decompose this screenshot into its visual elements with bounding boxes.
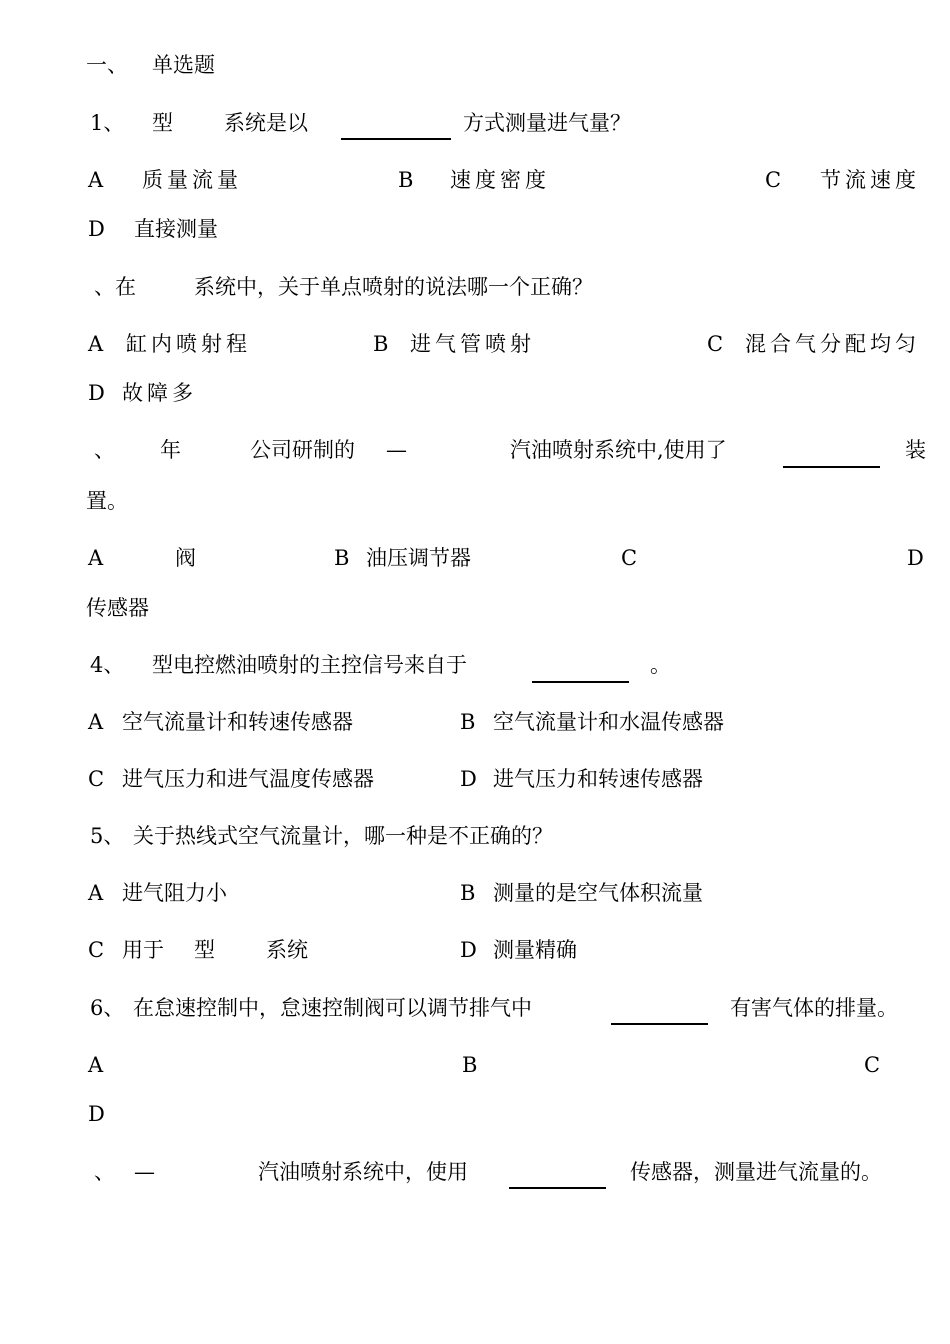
q4-option-a-text: 空气流量计和转速传感器 [122, 710, 353, 734]
q2-option-c-text: 混合气分配均匀 [745, 332, 920, 356]
question-6-answer-blank [611, 1023, 708, 1025]
q5-option-b-text: 测量的是空气体积流量 [493, 881, 703, 905]
q4-option-d-text: 进气压力和转速传感器 [493, 767, 703, 791]
q1-option-d-text: 直接测量 [134, 217, 218, 241]
q4-option-c-letter: C [88, 767, 105, 791]
question-1-text-c: 方式测量进气量？ [463, 111, 631, 135]
q1-option-a-text: 质量流量 [142, 168, 242, 192]
q6-option-d-letter: D [88, 1102, 105, 1126]
q4-option-b-text: 空气流量计和水温传感器 [493, 710, 724, 734]
q3-option-d-text: 传感器 [86, 596, 149, 620]
q5-option-c-text-2: 型 [194, 938, 215, 962]
q5-option-d-text: 测量精确 [493, 938, 577, 962]
question-3-text-e: 汽油喷射系统中,使用了 [510, 438, 727, 462]
q5-option-b-letter: B [460, 881, 476, 905]
q4-option-a-letter: A [88, 710, 104, 734]
question-4-text-b: 。 [650, 653, 671, 677]
q1-option-a-letter: A [88, 168, 104, 192]
q3-option-d-letter: D [907, 546, 924, 570]
q3-option-c-letter: C [621, 546, 638, 570]
q4-option-b-letter: B [460, 710, 476, 734]
section-number: 一、 [86, 53, 128, 77]
q5-option-c-text-3: 系统 [266, 938, 308, 962]
q6-option-b-letter: B [462, 1053, 478, 1077]
question-5-text: 关于热线式空气流量计，哪一种是不正确的？ [133, 824, 553, 848]
question-4-answer-blank [532, 681, 629, 683]
q1-option-d-letter: D [88, 217, 105, 241]
q1-option-b-letter: B [398, 168, 414, 192]
q1-option-b-text: 速度密度 [450, 168, 550, 192]
q2-option-c-letter: C [707, 332, 724, 356]
question-4-text-a: 型电控燃油喷射的主控信号来自于 [152, 653, 467, 677]
question-3-answer-blank [783, 466, 880, 468]
question-1-answer-blank [341, 138, 451, 140]
question-7-text-a: 、 [94, 1160, 115, 1184]
q5-option-a-text: 进气阻力小 [122, 881, 227, 905]
question-5-number: 5、 [90, 824, 125, 848]
question-2-text-a: 、在 [94, 275, 136, 299]
question-1-text-a: 型 [152, 111, 173, 135]
question-6-text-a: 在怠速控制中，怠速控制阀可以调节排气中 [133, 996, 532, 1020]
question-1-text-b: 系统是以 [224, 111, 308, 135]
question-3-text-g: 置。 [86, 489, 128, 513]
q5-option-a-letter: A [88, 881, 104, 905]
q2-option-b-text: 进气管喷射 [410, 332, 535, 356]
question-4-number: 4、 [90, 653, 125, 677]
q5-option-d-letter: D [460, 938, 477, 962]
q1-option-c-letter: C [765, 168, 782, 192]
question-2-text-b: 系统中，关于单点喷射的说法哪一个正确？ [194, 275, 593, 299]
question-3-text-f: 装 [905, 438, 926, 462]
q3-option-b-text: 油压调节器 [366, 546, 471, 570]
q4-option-d-letter: D [460, 767, 477, 791]
q2-option-d-letter: D [88, 381, 105, 405]
question-3-text-c: 公司研制的 [250, 438, 355, 462]
q2-option-a-letter: A [88, 332, 104, 356]
q4-option-c-text: 进气压力和进气温度传感器 [122, 767, 374, 791]
question-7-text-c: 汽油喷射系统中，使用 [258, 1160, 468, 1184]
q2-option-a-text: 缸内喷射程 [126, 332, 251, 356]
q6-option-a-letter: A [88, 1053, 104, 1077]
question-7-text-b: — [134, 1160, 155, 1184]
q3-option-a-letter: A [88, 546, 104, 570]
question-6-number: 6、 [90, 996, 125, 1020]
question-7-text-d: 传感器，测量进气流量的。 [630, 1160, 882, 1184]
q2-option-b-letter: B [373, 332, 389, 356]
q3-option-a-text: 阀 [175, 546, 196, 570]
q5-option-c-letter: C [88, 938, 105, 962]
question-6-text-b: 有害气体的排量。 [730, 996, 898, 1020]
question-3-text-b: 年 [160, 438, 181, 462]
q3-option-b-letter: B [334, 546, 350, 570]
q2-option-d-text: 故障多 [122, 381, 197, 405]
q1-option-c-text: 节流速度 [820, 168, 920, 192]
question-7-answer-blank [509, 1187, 606, 1189]
question-3-text-d: — [386, 438, 407, 462]
q5-option-c-text-1: 用于 [122, 938, 164, 962]
q6-option-c-letter: C [864, 1053, 881, 1077]
question-3-text-a: 、 [94, 438, 115, 462]
section-title: 单选题 [152, 53, 215, 77]
question-1-number: 1、 [90, 111, 125, 135]
